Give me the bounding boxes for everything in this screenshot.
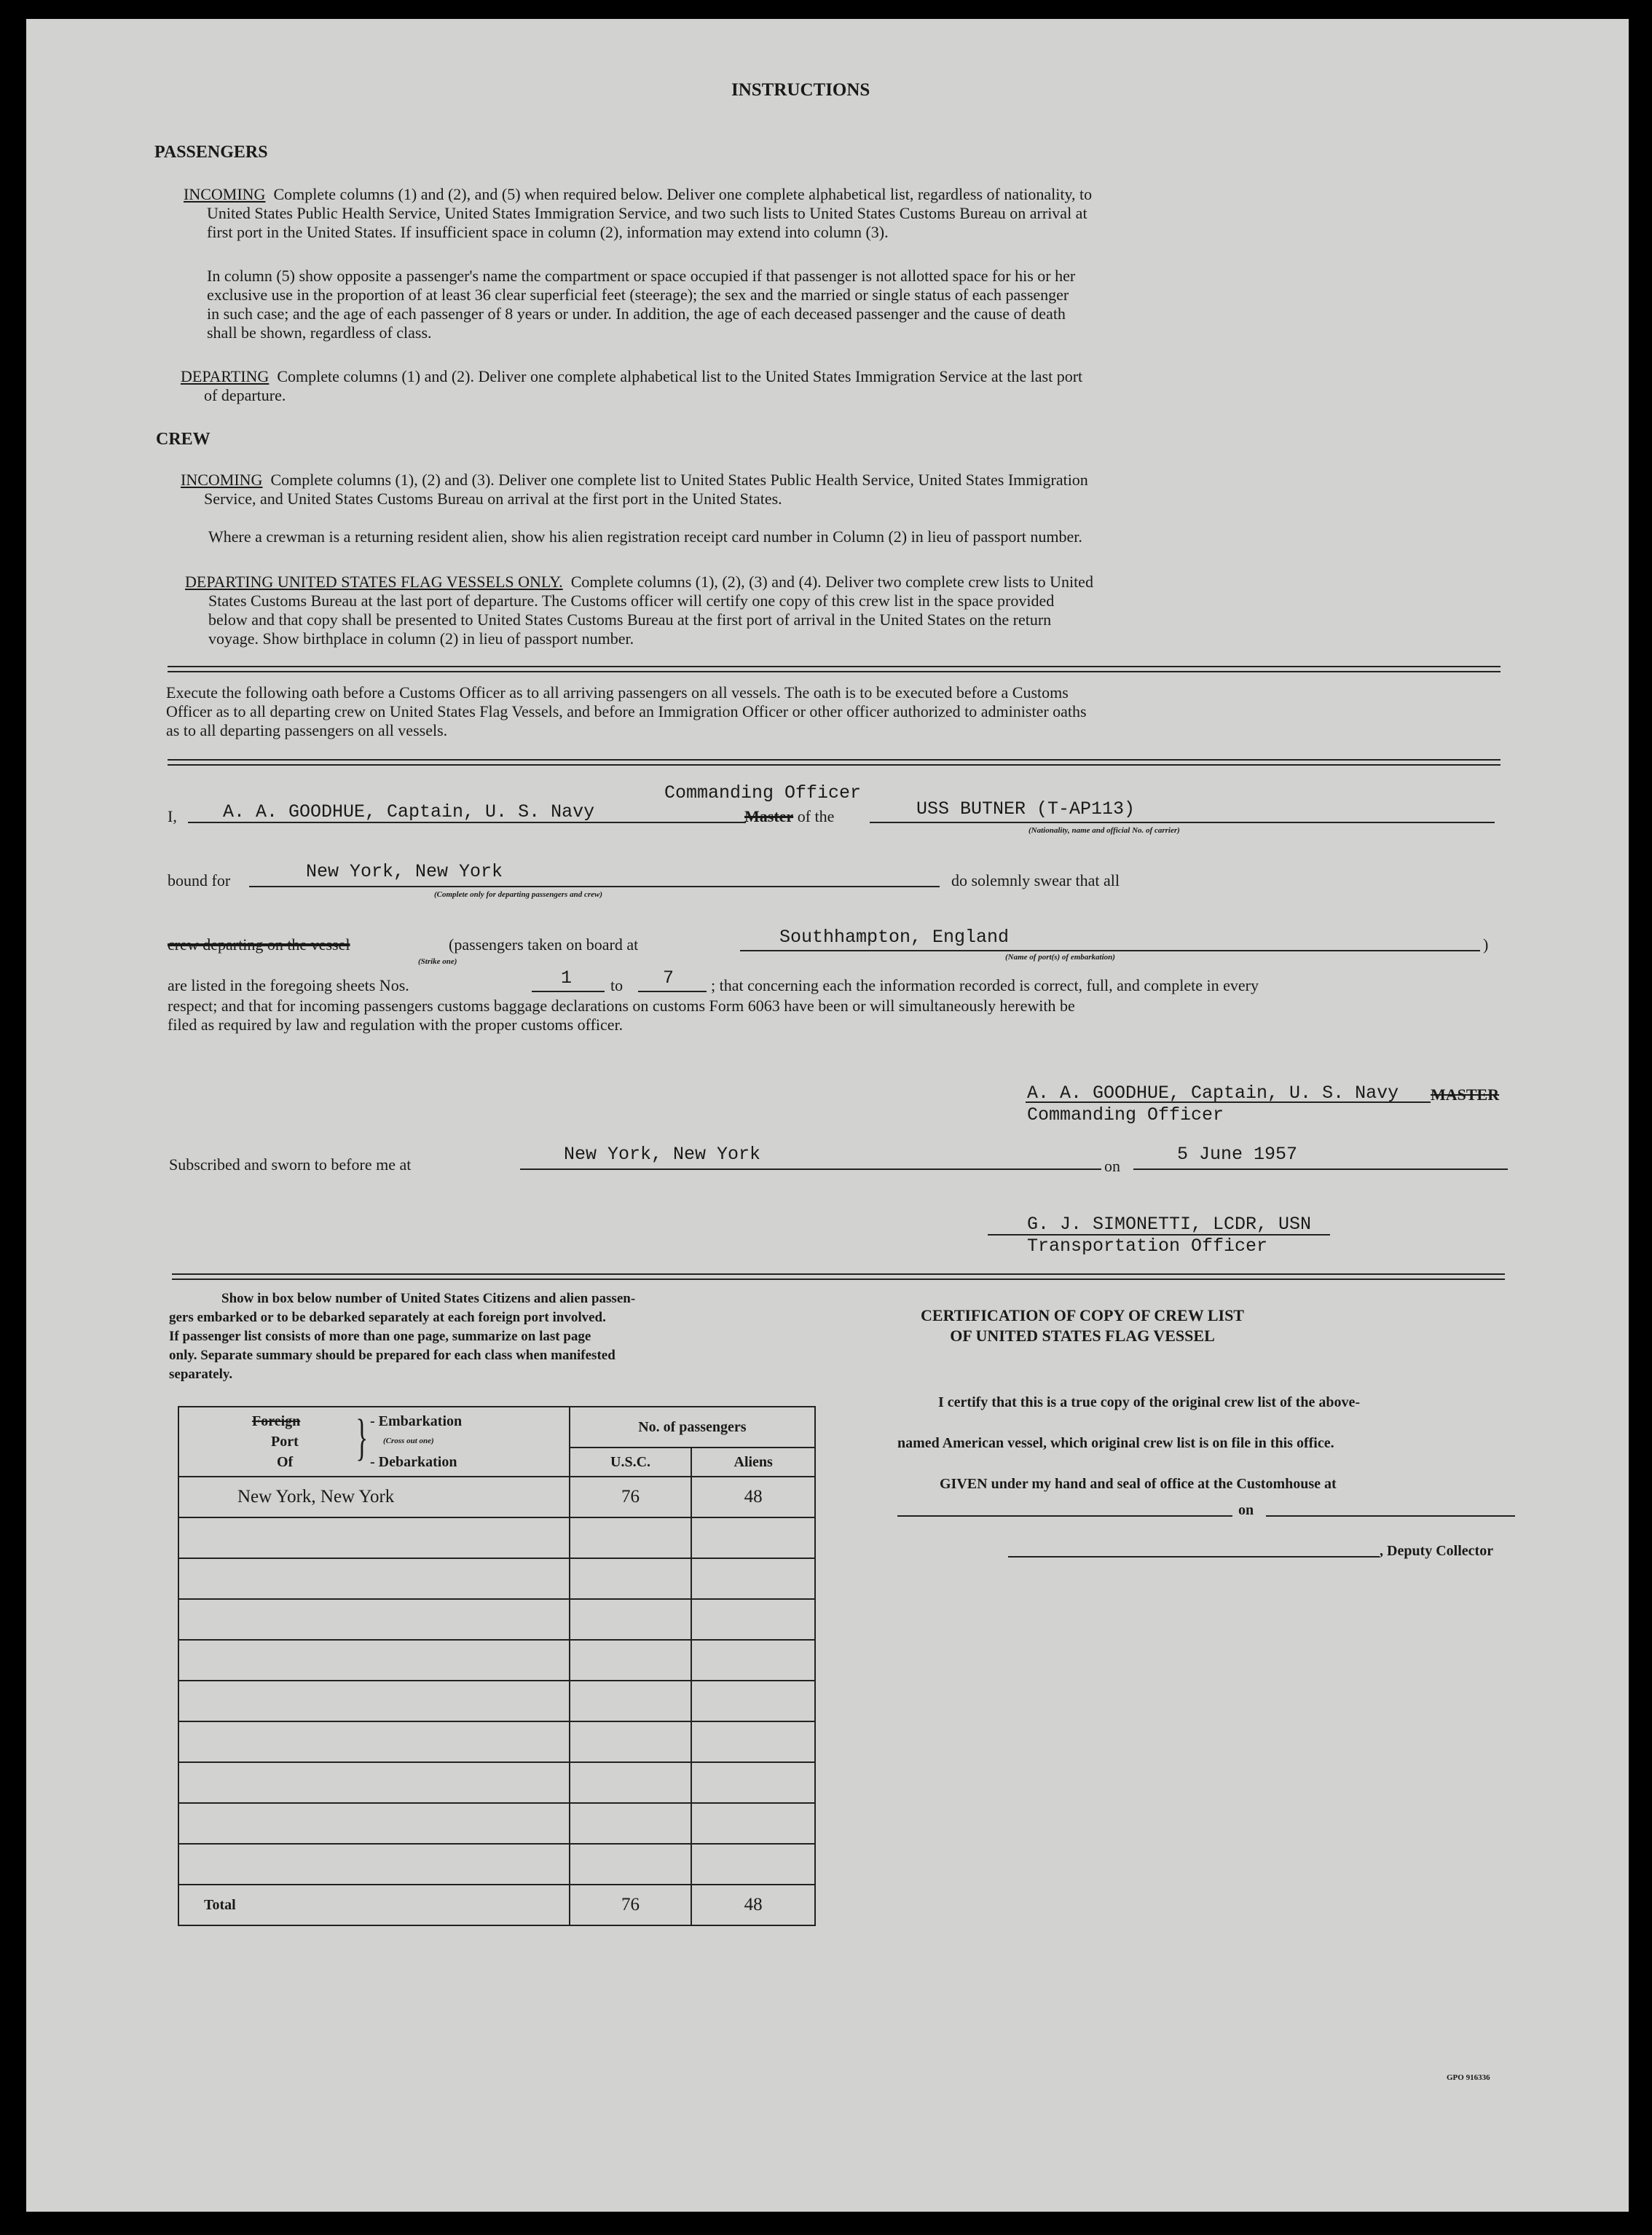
crew-departing-l1: Complete columns (1), (2), (3) and (4). Deliver two complete crew lists to United [570, 573, 1093, 591]
summary-instr-l2: gers embarked or to be debarked separately at each foreign port involved. [169, 1310, 606, 1325]
bound-caption: (Complete only for departing passengers and crew) [434, 890, 602, 899]
hdr-aliens: Aliens [691, 1448, 815, 1477]
form-page [26, 19, 1629, 2212]
row-port[interactable] [178, 1640, 570, 1681]
signer-name: A. A. GOODHUE, Captain, U. S. Navy [1027, 1083, 1399, 1104]
row-port[interactable] [178, 1517, 570, 1558]
row-port[interactable] [178, 1681, 570, 1721]
certification-title [864, 1305, 1301, 1346]
deputy-collector: , Deputy Collector [1380, 1543, 1494, 1559]
crew-resident-note: Where a crewman is a returning resident alien, show his alien registration receipt card number in Column (2) in lieu of passport number. [208, 527, 1082, 546]
master-of-the: Master of the [744, 807, 835, 825]
row-aliens[interactable] [691, 1517, 815, 1558]
sworn-date-field[interactable]: 5 June 1957 [1177, 1144, 1298, 1165]
passengers-incoming-l3: first port in the United States. If insufficient space in column (2), information may extend into column (3). [207, 223, 889, 241]
strike-caption: (Strike one) [418, 957, 457, 966]
listed-label: are listed in the foregoing sheets Nos. [168, 976, 409, 994]
crew-heading: CREW [156, 430, 211, 449]
row-aliens[interactable] [691, 1844, 815, 1885]
crew-departing-block [185, 573, 1613, 648]
row-aliens[interactable]: 48 [691, 1477, 815, 1517]
crew-departing-label: DEPARTING UNITED STATES FLAG VESSELS ONLY. [185, 573, 563, 591]
cert-on-label: on [1238, 1502, 1254, 1518]
listed-rest: ; that concerning each the information recorded is correct, full, and complete in every [711, 976, 1259, 994]
close-paren: ) [1483, 935, 1489, 954]
hdr-usc: U.S.C. [570, 1448, 692, 1477]
row-port[interactable] [178, 1803, 570, 1844]
crew-incoming-l2: Service, and United States Customs Bureau on arrival at the first port in the United States. [204, 490, 782, 508]
row-usc[interactable] [570, 1844, 692, 1885]
hdr-passengers: No. of passengers [570, 1407, 815, 1448]
row-usc[interactable]: 76 [570, 1477, 692, 1517]
sheet-to-field[interactable]: 7 [663, 967, 674, 989]
embark-caption: (Name of port(s) of embarkation) [1005, 953, 1115, 962]
hdr-debarkation: - Debarkation [370, 1454, 457, 1470]
passengers-incoming-l2: United States Public Health Service, United States Immigration Service, and two such lists to United States Customs Bureau on arrival at [207, 204, 1087, 222]
cert-place-field[interactable] [897, 1515, 1232, 1517]
signer-role: Commanding Officer [1027, 1104, 1224, 1126]
row-usc[interactable] [570, 1517, 692, 1558]
hdr-foreign: Foreign [252, 1413, 301, 1429]
table-row [178, 1762, 815, 1803]
row-usc[interactable] [570, 1640, 692, 1681]
row-port[interactable] [178, 1558, 570, 1599]
table-row [178, 1517, 815, 1558]
hdr-embarkation: - Embarkation [370, 1413, 463, 1429]
commanding-officer-typed: Commanding Officer [664, 782, 862, 804]
hdr-of: Of [277, 1454, 294, 1470]
row-usc[interactable] [570, 1681, 692, 1721]
row-aliens[interactable] [691, 1803, 815, 1844]
passengers-incoming-label: INCOMING [184, 185, 266, 203]
divider-oath [168, 759, 1500, 766]
row-aliens[interactable] [691, 1599, 815, 1640]
signer-master-struck: MASTER [1431, 1085, 1500, 1104]
column5-l4: shall be shown, regardless of class. [207, 323, 432, 342]
embarkation-field[interactable]: Southhampton, England [779, 927, 1010, 948]
passengers-departing-l2: of departure. [204, 386, 286, 404]
column5-l2: exclusive use in the proportion of at least 36 clear superficial feet (steerage); the sex and the married or single status of each passenger [207, 286, 1069, 304]
row-aliens[interactable] [691, 1558, 815, 1599]
table-row [178, 1844, 815, 1885]
summary-instr-l1: Show in box below number of United States Citizens and alien passen- [221, 1291, 636, 1306]
i-label: I, [168, 807, 177, 825]
oath-l3: filed as required by law and regulation with the proper customs officer. [168, 1016, 624, 1034]
officer-title: Transportation Officer [1027, 1236, 1268, 1257]
cert-l2: named American vessel, which original crew list is on file in this office. [897, 1435, 1334, 1451]
table-row [178, 1803, 815, 1844]
row-aliens[interactable] [691, 1721, 815, 1762]
port-header-cell [178, 1407, 570, 1477]
oath-instructions-l3: as to all departing passengers on all vessels. [166, 721, 448, 739]
passengers-incoming-block [184, 185, 1611, 242]
row-port[interactable] [178, 1721, 570, 1762]
row-usc[interactable] [570, 1558, 692, 1599]
passengers-taken-text: (passengers taken on board at [449, 935, 639, 954]
passenger-summary-table [178, 1406, 816, 1926]
row-port[interactable] [178, 1762, 570, 1803]
bound-for-label: bound for [168, 871, 231, 889]
cert-date-field[interactable] [1266, 1515, 1515, 1517]
summary-instr-l5: separately. [169, 1367, 233, 1382]
oath-body [168, 997, 1610, 1034]
deputy-signature-field[interactable] [1008, 1556, 1380, 1558]
oath-instructions [166, 683, 1616, 740]
row-usc[interactable] [570, 1721, 692, 1762]
passengers-incoming-l1: Complete columns (1) and (2), and (5) when required below. Deliver one complete alphabetical list, regardless of nationality, to [273, 185, 1093, 203]
oath-instructions-l1: Execute the following oath before a Customs Officer as to all arriving passengers on all vessels. The oath is to be executed before a Customs [166, 683, 1069, 702]
cert-title-l2: OF UNITED STATES FLAG VESSEL [950, 1327, 1215, 1345]
sworn-label: Subscribed and sworn to before me at [169, 1155, 412, 1174]
crew-departing-struck: crew departing on the vessel [168, 935, 350, 954]
row-aliens[interactable] [691, 1681, 815, 1721]
total-usc[interactable]: 76 [570, 1885, 692, 1925]
hdr-cross: (Cross out one) [383, 1437, 434, 1445]
row-aliens[interactable] [691, 1640, 815, 1681]
master-struck: Master [744, 807, 794, 825]
brace-icon: } [355, 1410, 369, 1466]
total-row [178, 1885, 815, 1925]
table-row [178, 1477, 815, 1517]
passengers-departing-label: DEPARTING [181, 367, 270, 385]
column5-l1: In column (5) show opposite a passenger's name the compartment or space occupied if that passenger is not allotted space for his or her [207, 267, 1076, 285]
page-title: INSTRUCTIONS [731, 80, 870, 100]
hdr-port: Port [271, 1434, 299, 1450]
to-label: to [610, 976, 624, 994]
crew-departing-l3: below and that copy shall be presented to United States Customs Bureau at the first port of arrival in the United States on the return [208, 610, 1052, 629]
passengers-departing-block [181, 367, 1608, 405]
summary-instr-l3: If passenger list consists of more than one page, summarize on last page [169, 1329, 591, 1344]
row-aliens[interactable] [691, 1762, 815, 1803]
crew-incoming-block [181, 471, 1608, 508]
table-row [178, 1640, 815, 1681]
crew-incoming-label: INCOMING [181, 471, 263, 489]
sworn-on-label: on [1104, 1157, 1120, 1175]
oath-instructions-l2: Officer as to all departing crew on United States Flag Vessels, and before an Immigration Officer or other officer authorized to administer oaths [166, 702, 1087, 720]
row-usc[interactable] [570, 1599, 692, 1640]
row-usc[interactable] [570, 1762, 692, 1803]
total-label: Total [178, 1885, 570, 1925]
total-aliens[interactable]: 48 [691, 1885, 815, 1925]
table-row [178, 1681, 815, 1721]
oath-l2: respect; and that for incoming passengers customs baggage declarations on customs Form 6063 have been or will simultaneously herewith be [168, 997, 1075, 1015]
crew-incoming-l1: Complete columns (1), (2) and (3). Deliver one complete list to United States Public Health Service, United States Immigration [270, 471, 1088, 489]
cert-l1: I certify that this is a true copy of the original crew list of the above- [938, 1394, 1360, 1410]
row-port[interactable] [178, 1599, 570, 1640]
crew-departing-l2: States Customs Bureau at the last port of departure. The Customs officer will certify one copy of this crew list in the space provided [208, 592, 1055, 610]
row-port[interactable]: New York, New York [178, 1477, 570, 1517]
swear-text: do solemnly swear that all [951, 871, 1120, 889]
gpo-code: GPO 916336 [1447, 2073, 1490, 2082]
cert-title-l1: CERTIFICATION OF COPY OF CREW LIST [921, 1306, 1244, 1324]
vessel-field[interactable]: USS BUTNER (T-AP113) [916, 798, 1136, 820]
vessel-caption: (Nationality, name and official No. of carrier) [1028, 826, 1180, 835]
crew-departing-l4: voyage. Show birthplace in column (2) in lieu of passport number. [208, 629, 634, 648]
officer-name: G. J. SIMONETTI, LCDR, USN [1027, 1214, 1312, 1235]
divider-bottom [172, 1273, 1505, 1280]
sheet-from-field[interactable]: 1 [561, 967, 573, 989]
column5-l3: in such case; and the age of each passenger of 8 years or under. In addition, the age of each deceased passenger and the cause of death [207, 305, 1066, 323]
column5-block [207, 267, 1620, 342]
summary-instructions [169, 1289, 868, 1384]
row-port[interactable] [178, 1844, 570, 1885]
divider-top [168, 666, 1500, 672]
table-row [178, 1558, 815, 1599]
passengers-heading: PASSENGERS [154, 143, 268, 162]
sworn-place-field[interactable]: New York, New York [564, 1144, 761, 1165]
table-row [178, 1721, 815, 1762]
bound-for-field[interactable]: New York, New York [306, 861, 503, 882]
captain-name-field[interactable]: A. A. GOODHUE, Captain, U. S. Navy [223, 801, 595, 822]
row-usc[interactable] [570, 1803, 692, 1844]
cert-l3: GIVEN under my hand and seal of office at the Customhouse at [940, 1476, 1337, 1492]
passengers-departing-l1: Complete columns (1) and (2). Deliver one complete alphabetical list to the United States Immigration Service at the last port [277, 367, 1083, 385]
summary-instr-l4: only. Separate summary should be prepared for each class when manifested [169, 1348, 615, 1363]
table-row [178, 1599, 815, 1640]
